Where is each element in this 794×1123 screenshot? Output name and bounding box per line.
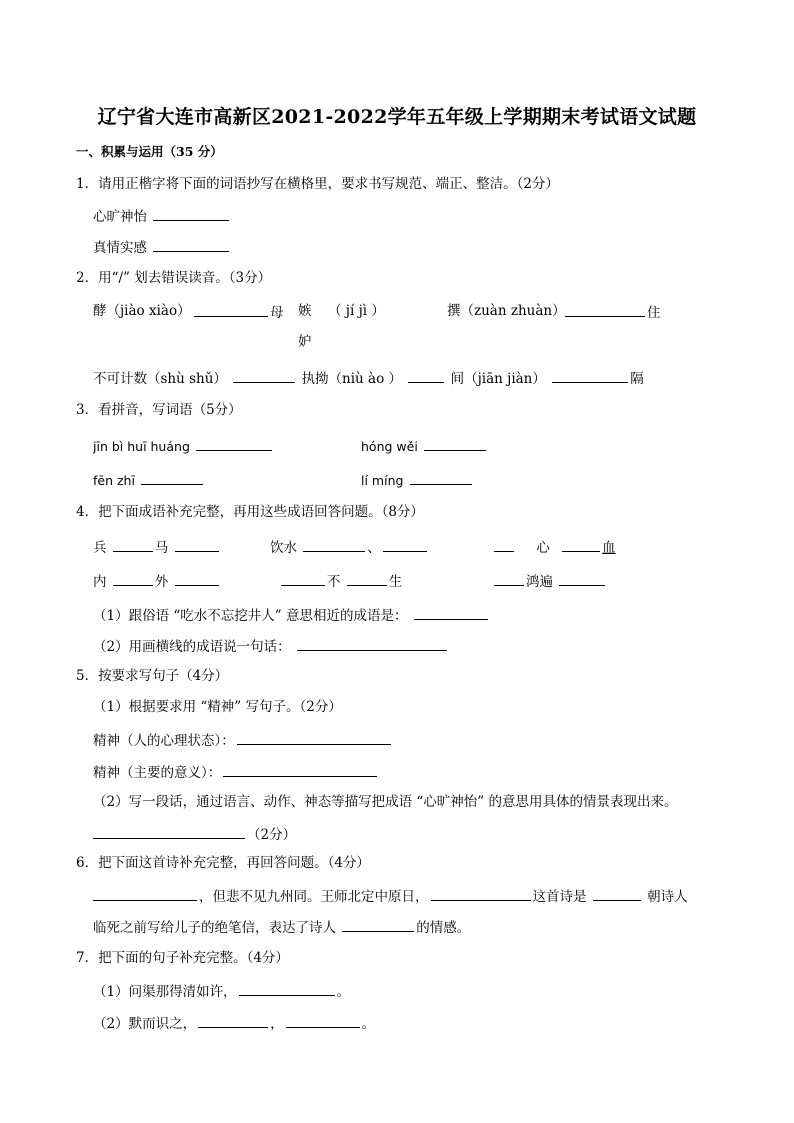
answer-blank[interactable] bbox=[408, 368, 444, 383]
answer-blank[interactable] bbox=[559, 571, 605, 586]
sentence: （1）问渠那得清如许， bbox=[93, 984, 237, 1000]
question-4-sub-1 bbox=[93, 605, 490, 625]
item: 间（jiān jiàn） bbox=[450, 371, 546, 387]
question-2-row-2 bbox=[93, 368, 644, 388]
answer-blank[interactable] bbox=[552, 368, 628, 383]
poem-text: 的情感。 bbox=[416, 920, 471, 936]
answer-blank[interactable] bbox=[113, 537, 153, 552]
item: 撰（zuàn zhuàn） bbox=[447, 303, 566, 319]
answer-blank[interactable] bbox=[281, 571, 325, 586]
answer-blank[interactable] bbox=[286, 1013, 360, 1028]
page-title: 辽宁省大连市高新区2021-2022学年五年级上学期期末考试语文试题 bbox=[97, 106, 697, 128]
char: 饮水 bbox=[270, 540, 297, 556]
item: 执拗（niù ào ） bbox=[301, 371, 402, 387]
char: 马 bbox=[154, 540, 169, 556]
poem-text: 临死之前写给儿子的绝笔信，表达了诗人 bbox=[93, 920, 336, 936]
answer-blank[interactable] bbox=[141, 470, 203, 485]
sentence: （2）默而识之， bbox=[93, 1016, 197, 1032]
char: 生 bbox=[388, 574, 403, 590]
answer-blank[interactable] bbox=[347, 571, 387, 586]
sub-question: （1）跟俗语 “吃水不忘挖井人” 意思相近的成语是： bbox=[93, 608, 408, 624]
answer-blank[interactable] bbox=[297, 636, 447, 651]
answer-blank[interactable] bbox=[383, 537, 427, 552]
char: 外 bbox=[154, 574, 169, 590]
word: 心旷神怡 bbox=[93, 209, 147, 225]
answer-blank[interactable] bbox=[565, 302, 645, 317]
answer-blank[interactable] bbox=[175, 571, 219, 586]
question-3-item-3 bbox=[93, 470, 205, 490]
answer-blank[interactable] bbox=[431, 886, 531, 901]
question-1-item-1 bbox=[93, 206, 231, 226]
answer-blank[interactable] bbox=[494, 571, 524, 586]
answer-blank[interactable] bbox=[410, 470, 472, 485]
question-3-stem: 3．看拼音，写词语（5分） bbox=[76, 402, 242, 418]
pinyin: fēn zhī bbox=[93, 473, 135, 488]
item: 不可计数（shù shǔ） bbox=[93, 371, 227, 387]
answer-blank[interactable] bbox=[113, 571, 153, 586]
char: 内 bbox=[93, 574, 107, 590]
answer-blank[interactable] bbox=[194, 302, 268, 317]
idiom-3 bbox=[492, 537, 616, 557]
char: 兵 bbox=[93, 540, 107, 556]
question-3-item-4 bbox=[361, 470, 474, 490]
question-3-item-2 bbox=[361, 436, 488, 456]
answer-blank[interactable] bbox=[593, 886, 641, 901]
idiom-5 bbox=[279, 571, 402, 591]
item: 酵（jiào xiào） bbox=[93, 303, 191, 319]
question-7-stem: 7．把下面的句子补充完整。（4分） bbox=[76, 950, 289, 966]
question-1-item-2 bbox=[93, 237, 231, 257]
char: 不 bbox=[327, 574, 341, 590]
poem-text: ，但悲不见九州同。王师北定中原日， bbox=[199, 889, 429, 905]
answer-blank[interactable] bbox=[562, 537, 600, 552]
idiom-1 bbox=[93, 537, 221, 557]
answer-blank[interactable] bbox=[198, 1013, 268, 1028]
question-2-row-1-blank bbox=[192, 302, 284, 322]
answer-blank[interactable] bbox=[237, 730, 391, 745]
poem-text: 朝诗人 bbox=[647, 889, 688, 905]
section-heading: 一、积累与运用（35 分） bbox=[76, 144, 223, 159]
question-6-line-1 bbox=[93, 886, 688, 906]
answer-blank[interactable] bbox=[424, 436, 486, 451]
item: 妒 bbox=[298, 334, 312, 350]
question-5-stem: 5．按要求写句子（4分） bbox=[76, 668, 229, 684]
question-3-item-1 bbox=[93, 436, 274, 456]
question-6-line-2 bbox=[93, 917, 470, 937]
punctuation: 。 bbox=[361, 1016, 376, 1032]
answer-blank[interactable] bbox=[175, 537, 219, 552]
item-suffix: 母 bbox=[270, 305, 284, 321]
poem-text: 这首诗是 bbox=[532, 889, 587, 905]
char: 心 bbox=[536, 540, 550, 556]
answer-blank[interactable] bbox=[233, 368, 295, 383]
question-1-stem: 1．请用正楷字将下面的词语抄写在横格里，要求书写规范、端正、整洁。（2分） bbox=[76, 176, 559, 192]
question-5-line-b bbox=[93, 762, 379, 782]
question-5-sub-1: （1）根据要求用 “精神” 写句子。（2分） bbox=[93, 699, 342, 715]
question-6-stem: 6．把下面这首诗补充完整，再回答问题。（4分） bbox=[76, 855, 370, 871]
question-5-answer-line bbox=[93, 824, 296, 844]
answer-blank[interactable] bbox=[93, 824, 245, 839]
pinyin: lí míng bbox=[361, 473, 404, 488]
punctuation: 。 bbox=[336, 984, 351, 1000]
char: 、 bbox=[367, 540, 381, 556]
answer-blank[interactable] bbox=[153, 237, 229, 252]
question-5-line-a bbox=[93, 730, 393, 750]
answer-blank[interactable] bbox=[153, 206, 229, 221]
pinyin: jīn bì huī huáng bbox=[93, 439, 190, 454]
item-suffix: 隔 bbox=[630, 371, 644, 387]
question-2-stem: 2．用“/” 划去错误读音。（3分） bbox=[76, 270, 272, 286]
answer-blank[interactable] bbox=[223, 762, 377, 777]
item-pinyin: （ jí jì ） bbox=[328, 303, 385, 319]
item: 嫉 bbox=[298, 303, 312, 319]
idiom-6 bbox=[492, 571, 607, 591]
idiom-4 bbox=[93, 571, 221, 591]
answer-blank[interactable] bbox=[494, 537, 514, 552]
question-5-sub-2: （2）写一段话，通过语言、动作、神态等描写把成语 “心旷神怡” 的意思用具体的情景表现出来。 bbox=[93, 794, 678, 810]
char: 鸿遍 bbox=[526, 574, 553, 590]
answer-blank[interactable] bbox=[93, 886, 197, 901]
word: 真情实感 bbox=[93, 240, 147, 256]
idiom-2 bbox=[270, 537, 429, 557]
answer-blank[interactable] bbox=[414, 605, 488, 620]
pinyin: hóng wěi bbox=[361, 439, 418, 454]
question-4-sub-2 bbox=[93, 636, 449, 656]
answer-blank[interactable] bbox=[196, 436, 272, 451]
question-2-row-1-blank-3 bbox=[563, 302, 661, 322]
sub-question: （2）用画横线的成语说一句话： bbox=[93, 639, 291, 655]
char: 血 bbox=[602, 540, 616, 556]
question-4-stem: 4．把下面成语补充完整，再用这些成语回答问题。（8分） bbox=[76, 504, 424, 520]
prompt: 精神（人的心理状态）： bbox=[93, 733, 235, 749]
answer-blank[interactable] bbox=[303, 537, 365, 552]
answer-blank[interactable] bbox=[342, 917, 414, 932]
question-2-row-1 bbox=[93, 302, 191, 320]
answer-blank[interactable] bbox=[239, 981, 335, 996]
prompt: 精神（主要的意义）： bbox=[93, 765, 222, 781]
question-7-sub-1 bbox=[93, 981, 350, 1001]
punctuation: ， bbox=[270, 1016, 284, 1032]
points: （2分） bbox=[247, 827, 297, 843]
question-7-sub-2 bbox=[93, 1013, 375, 1033]
item-suffix: 住 bbox=[647, 305, 661, 321]
